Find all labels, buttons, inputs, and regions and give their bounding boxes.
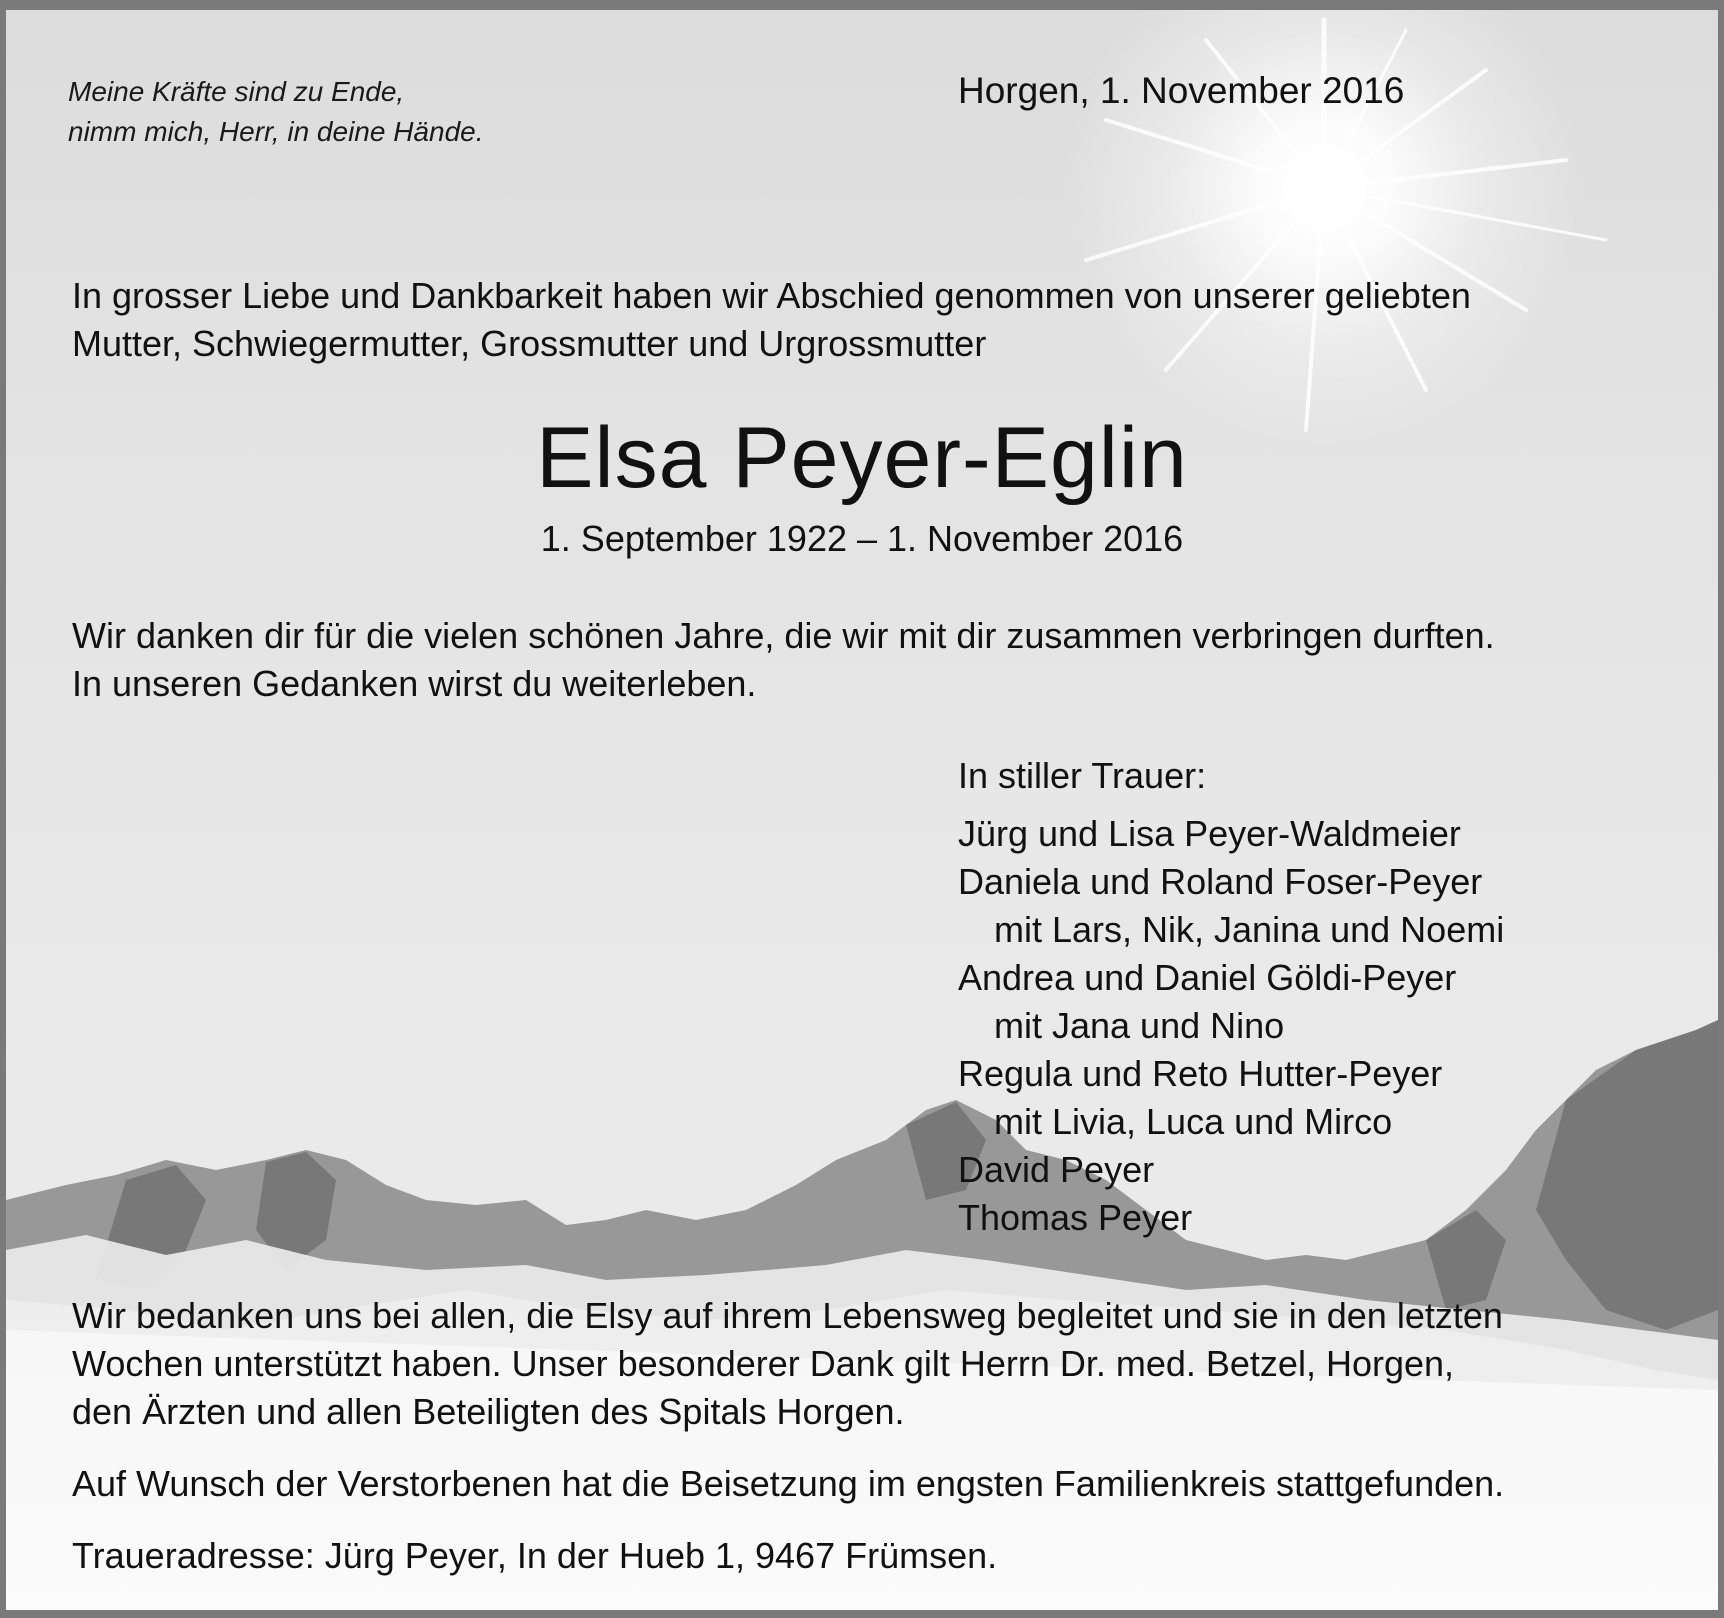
gratitude-line: Wir bedanken uns bei allen, die Elsy auf ihrem Lebensweg begleitet und sie in den letzten — [72, 1295, 1503, 1336]
intro-line: In grosser Liebe und Dankbarkeit haben wir Abschied genommen von unserer geliebten — [72, 275, 1471, 316]
place-date: Horgen, 1. November 2016 — [958, 70, 1405, 111]
mourner-line: Regula und Reto Hutter-Peyer — [958, 1053, 1443, 1094]
mourner-line: Andrea und Daniel Göldi-Peyer — [958, 957, 1457, 998]
mourner-children-line: mit Lars, Nik, Janina und Noemi — [994, 909, 1505, 950]
sun-core — [1282, 146, 1366, 230]
mourner-line: David Peyer — [958, 1149, 1155, 1190]
intro-paragraph — [72, 272, 1471, 368]
thanks-line: Wir danken dir für die vielen schönen Jahre, die wir mit dir zusammen verbringen durften. — [72, 615, 1495, 656]
burial-note: Auf Wunsch der Verstorbenen hat die Beisetzung im engsten Familienkreis stattgefunden. — [72, 1463, 1505, 1504]
mourner-line: Daniela und Roland Foser-Peyer — [958, 861, 1483, 902]
deceased-name: Elsa Peyer-Eglin — [536, 410, 1188, 506]
mourner-children-line: mit Jana und Nino — [994, 1005, 1285, 1046]
mourners-list — [958, 752, 1504, 1242]
gratitude-line: Wochen unterstützt haben. Unser besonderer Dank gilt Herrn Dr. med. Betzel, Horgen, — [72, 1343, 1455, 1384]
motto-line: nimm mich, Herr, in deine Hände. — [68, 116, 484, 147]
thanks-line: In unseren Gedanken wirst du weiterleben. — [72, 663, 757, 704]
motto-verse — [68, 72, 484, 152]
thanks-paragraph — [72, 612, 1495, 708]
mourning-address: Traueradresse: Jürg Peyer, In der Hueb 1, 9467 Frümsen. — [72, 1535, 998, 1576]
mourner-line: Jürg und Lisa Peyer-Waldmeier — [958, 813, 1461, 854]
mourner-children-line: mit Livia, Luca und Mirco — [994, 1101, 1393, 1142]
life-dates: 1. September 1922 – 1. November 2016 — [540, 518, 1184, 559]
gratitude-line: den Ärzten und allen Beteiligten des Spitals Horgen. — [72, 1391, 905, 1432]
intro-line: Mutter, Schwiegermutter, Grossmutter und Urgrossmutter — [72, 323, 987, 364]
mourner-line: Thomas Peyer — [958, 1197, 1193, 1238]
mourners-heading: In stiller Trauer: — [958, 755, 1207, 796]
motto-line: Meine Kräfte sind zu Ende, — [68, 76, 405, 107]
gratitude-paragraph — [72, 1292, 1503, 1436]
